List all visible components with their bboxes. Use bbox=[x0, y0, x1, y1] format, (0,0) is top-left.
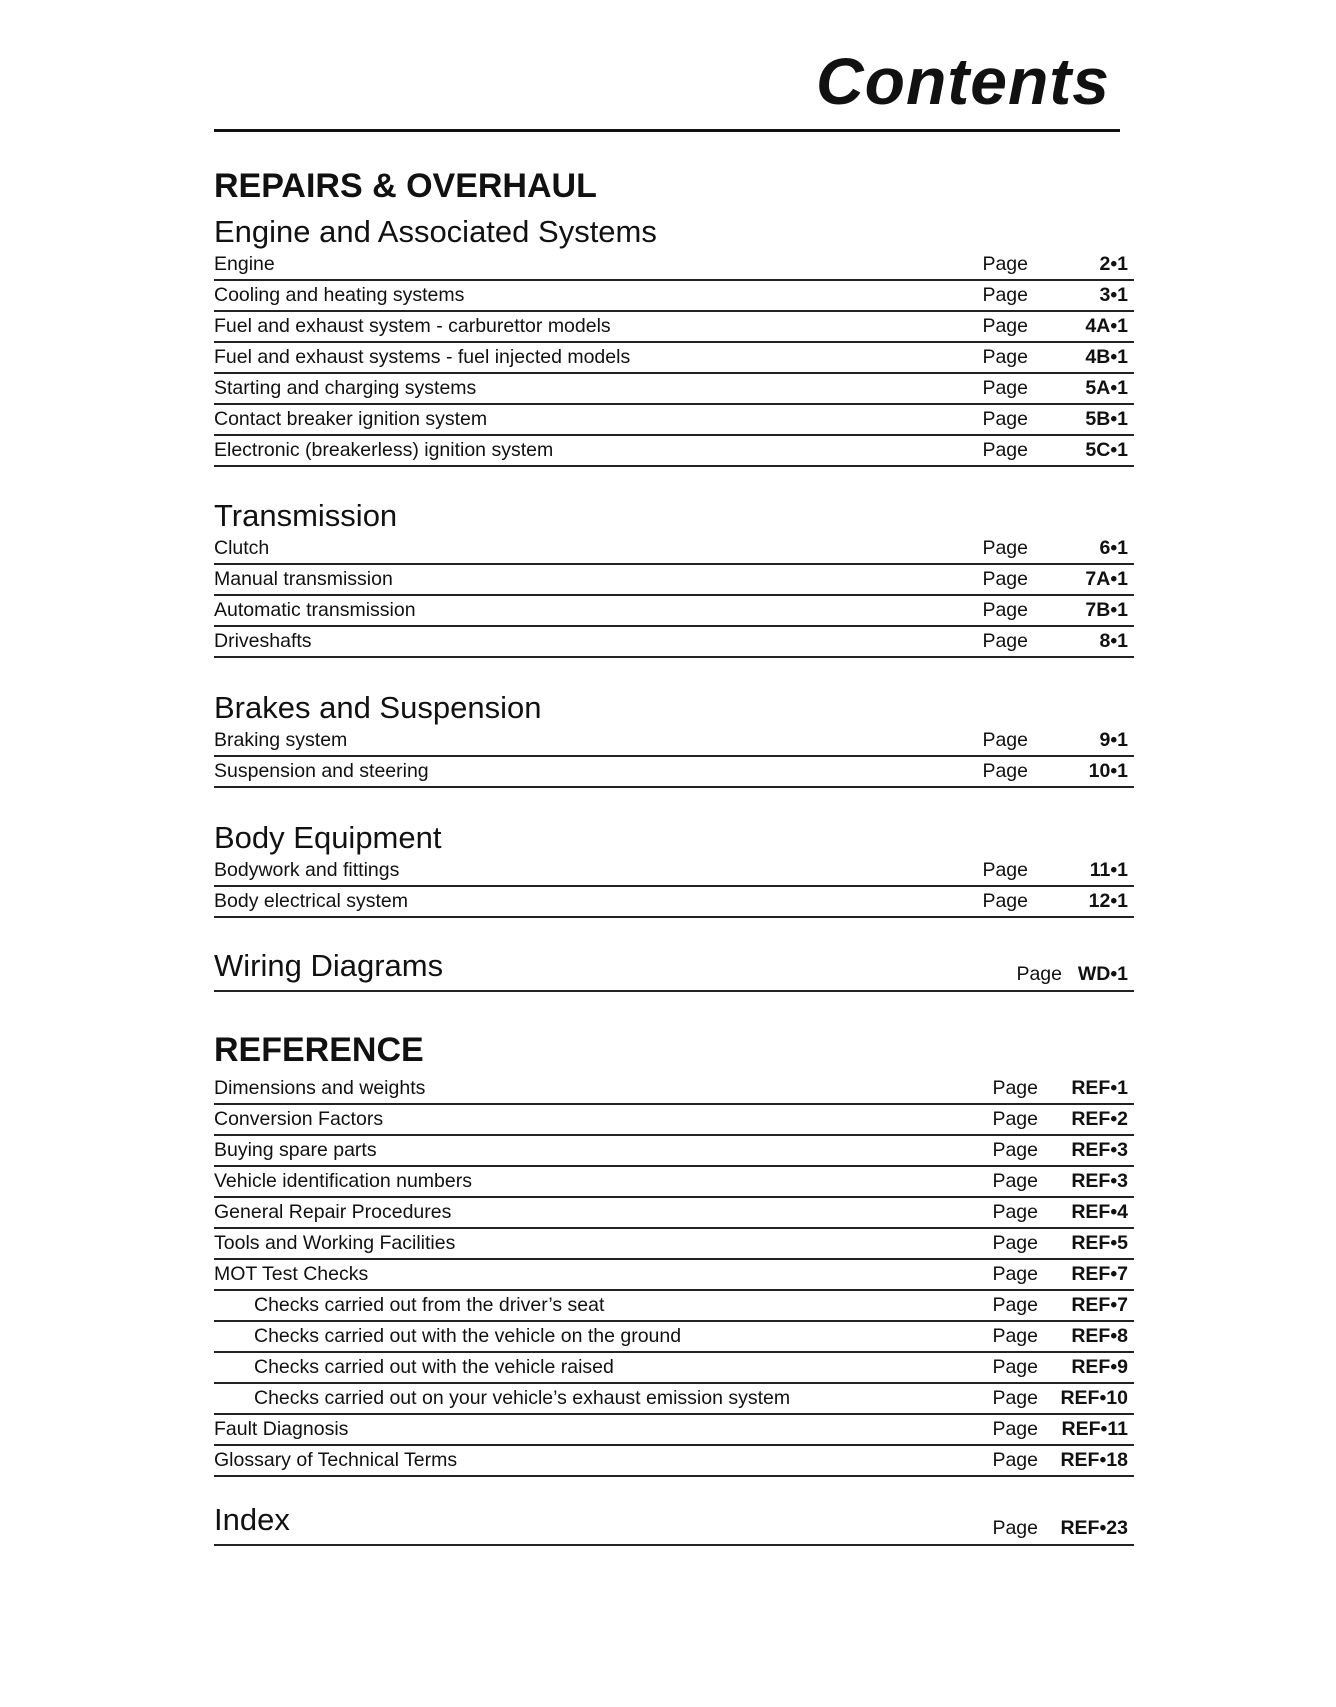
page-number: REF•9 bbox=[1071, 1356, 1128, 1378]
section-title-engine: Engine and Associated Systems bbox=[214, 214, 657, 249]
toc-row[interactable] bbox=[214, 596, 1134, 627]
page-word: Page bbox=[982, 729, 1028, 751]
page-word: Page bbox=[982, 630, 1028, 652]
toc-row-wiring-diagrams[interactable] bbox=[214, 944, 1134, 992]
section-brakes bbox=[214, 690, 1134, 788]
page-number: REF•5 bbox=[1071, 1232, 1128, 1254]
toc-row-index[interactable] bbox=[214, 1498, 1134, 1546]
toc-row[interactable] bbox=[214, 374, 1134, 405]
section-title-body: Body Equipment bbox=[214, 820, 442, 855]
toc-row[interactable] bbox=[214, 565, 1134, 596]
page-number: 5A•1 bbox=[1085, 377, 1128, 399]
toc-row[interactable] bbox=[214, 312, 1134, 343]
toc-list-brakes bbox=[214, 726, 1134, 788]
toc-label: Buying spare parts bbox=[214, 1139, 377, 1161]
toc-label: General Repair Procedures bbox=[214, 1201, 452, 1223]
page-word: Page bbox=[992, 1232, 1038, 1254]
toc-label: Fuel and exhaust system - carburettor models bbox=[214, 315, 611, 337]
reference-heading: REFERENCE bbox=[214, 1031, 424, 1069]
toc-label: Braking system bbox=[214, 729, 348, 751]
page-word: Page bbox=[992, 1418, 1038, 1440]
page-word: Page bbox=[982, 760, 1028, 782]
page-word: Page bbox=[982, 537, 1028, 559]
toc-list-reference bbox=[214, 1074, 1134, 1477]
page-word: Page bbox=[992, 1517, 1038, 1539]
page-word: Page bbox=[982, 439, 1028, 461]
toc-label: Checks carried out with the vehicle on the ground bbox=[254, 1325, 682, 1347]
toc-label: Vehicle identification numbers bbox=[214, 1170, 472, 1192]
page-number: 9•1 bbox=[1099, 729, 1128, 751]
page-number: 12•1 bbox=[1088, 890, 1128, 912]
page-number: 10•1 bbox=[1088, 760, 1128, 782]
toc-row[interactable] bbox=[214, 250, 1134, 281]
page-word: Page bbox=[992, 1077, 1038, 1099]
toc-row[interactable] bbox=[214, 1260, 1134, 1291]
toc-label: Glossary of Technical Terms bbox=[214, 1449, 458, 1471]
page-word: Page bbox=[982, 408, 1028, 430]
page-number: 3•1 bbox=[1099, 284, 1128, 306]
page-number: 8•1 bbox=[1099, 630, 1128, 652]
page-word: Page bbox=[982, 377, 1028, 399]
toc-label: Checks carried out with the vehicle raised bbox=[254, 1356, 614, 1378]
toc-label: Dimensions and weights bbox=[214, 1077, 426, 1099]
section-title-brakes: Brakes and Suspension bbox=[214, 690, 542, 725]
toc-label: Checks carried out on your vehicle’s exhaust emission system bbox=[254, 1387, 791, 1409]
toc-row[interactable] bbox=[214, 436, 1134, 467]
toc-row-sub[interactable] bbox=[214, 1384, 1134, 1415]
toc-label: Checks carried out from the driver’s seat bbox=[254, 1294, 605, 1316]
page-number: WD•1 bbox=[1077, 963, 1128, 985]
section-body bbox=[214, 820, 1134, 918]
toc-row[interactable] bbox=[214, 627, 1134, 658]
page-number: REF•8 bbox=[1071, 1325, 1128, 1347]
toc-row[interactable] bbox=[214, 1446, 1134, 1477]
toc-row[interactable] bbox=[214, 1415, 1134, 1446]
page-number: REF•3 bbox=[1071, 1170, 1128, 1192]
toc-label: Fuel and exhaust systems - fuel injected models bbox=[214, 346, 631, 368]
section-title-wiring: Wiring Diagrams bbox=[214, 948, 444, 983]
page-word: Page bbox=[992, 1263, 1038, 1285]
page-word: Page bbox=[992, 1325, 1038, 1347]
page-word: Page bbox=[992, 1139, 1038, 1161]
toc-row[interactable] bbox=[214, 1229, 1134, 1260]
page-number: REF•10 bbox=[1060, 1387, 1128, 1409]
toc-row[interactable] bbox=[214, 887, 1134, 918]
toc-list-transmission bbox=[214, 534, 1134, 658]
page-word: Page bbox=[992, 1108, 1038, 1130]
title-bar bbox=[214, 45, 1120, 132]
toc-row[interactable] bbox=[214, 281, 1134, 312]
toc-label: Engine bbox=[214, 253, 275, 275]
page-word: Page bbox=[982, 568, 1028, 590]
toc-label: Fault Diagnosis bbox=[214, 1418, 349, 1440]
toc-label: Automatic transmission bbox=[214, 599, 416, 621]
page-word: Page bbox=[992, 1294, 1038, 1316]
page-number: 7A•1 bbox=[1085, 568, 1128, 590]
toc-row[interactable] bbox=[214, 726, 1134, 757]
toc-label: Contact breaker ignition system bbox=[214, 408, 488, 430]
page-number: REF•7 bbox=[1071, 1294, 1128, 1316]
toc-row[interactable] bbox=[214, 1198, 1134, 1229]
page-number: REF•11 bbox=[1061, 1418, 1128, 1440]
toc-label: Body electrical system bbox=[214, 890, 408, 912]
toc-list-engine bbox=[214, 250, 1134, 467]
page-number: 2•1 bbox=[1099, 253, 1128, 275]
toc-label: Electronic (breakerless) ignition system bbox=[214, 439, 554, 461]
page-word: Page bbox=[992, 1387, 1038, 1409]
section-engine bbox=[214, 214, 1134, 467]
toc-label: Conversion Factors bbox=[214, 1108, 384, 1130]
page-word: Page bbox=[982, 253, 1028, 275]
toc-row[interactable] bbox=[214, 1136, 1134, 1167]
page-title: Contents bbox=[816, 44, 1110, 118]
page-word: Page bbox=[982, 859, 1028, 881]
page-word: Page bbox=[992, 1356, 1038, 1378]
section-transmission bbox=[214, 498, 1134, 658]
page-number: 11•1 bbox=[1089, 859, 1128, 881]
toc-row[interactable] bbox=[214, 534, 1134, 565]
page-word: Page bbox=[982, 284, 1028, 306]
toc-row[interactable] bbox=[214, 1167, 1134, 1198]
toc-row[interactable] bbox=[214, 757, 1134, 788]
toc-row[interactable] bbox=[214, 343, 1134, 374]
toc-label: Starting and charging systems bbox=[214, 377, 477, 399]
page-number: REF•18 bbox=[1060, 1449, 1128, 1471]
page-number: 4B•1 bbox=[1085, 346, 1128, 368]
toc-label: Cooling and heating systems bbox=[214, 284, 465, 306]
page-word: Page bbox=[982, 890, 1028, 912]
page-number: REF•1 bbox=[1071, 1077, 1128, 1099]
page-number: 4A•1 bbox=[1085, 315, 1128, 337]
page-number: REF•23 bbox=[1060, 1517, 1128, 1539]
page-number: 7B•1 bbox=[1085, 599, 1128, 621]
toc-row[interactable] bbox=[214, 856, 1134, 887]
page-word: Page bbox=[992, 1449, 1038, 1471]
page-number: 5C•1 bbox=[1085, 439, 1128, 461]
page-word: Page bbox=[982, 315, 1028, 337]
toc-row[interactable] bbox=[214, 1105, 1134, 1136]
page-number: REF•4 bbox=[1071, 1201, 1128, 1223]
toc-row-sub[interactable] bbox=[214, 1322, 1134, 1353]
toc-label: Driveshafts bbox=[214, 630, 312, 652]
toc-row[interactable] bbox=[214, 405, 1134, 436]
page-number: 5B•1 bbox=[1085, 408, 1128, 430]
section-title-index: Index bbox=[214, 1502, 290, 1537]
toc-label: Suspension and steering bbox=[214, 760, 429, 782]
toc-label: Bodywork and fittings bbox=[214, 859, 400, 881]
page-word: Page bbox=[992, 1170, 1038, 1192]
toc-list-body bbox=[214, 856, 1134, 918]
toc-label: Manual transmission bbox=[214, 568, 393, 590]
page-number: REF•7 bbox=[1071, 1263, 1128, 1285]
toc-label: MOT Test Checks bbox=[214, 1263, 369, 1285]
toc-row-sub[interactable] bbox=[214, 1291, 1134, 1322]
toc-row-sub[interactable] bbox=[214, 1353, 1134, 1384]
page-word: Page bbox=[982, 599, 1028, 621]
page-number: REF•3 bbox=[1071, 1139, 1128, 1161]
toc-label: Tools and Working Facilities bbox=[214, 1232, 456, 1254]
repairs-heading: REPAIRS & OVERHAUL bbox=[214, 167, 597, 205]
page-number: 6•1 bbox=[1099, 537, 1128, 559]
page-word: Page bbox=[992, 1201, 1038, 1223]
page-number: REF•2 bbox=[1071, 1108, 1128, 1130]
section-title-transmission: Transmission bbox=[214, 498, 398, 533]
toc-row[interactable] bbox=[214, 1074, 1134, 1105]
toc-label: Clutch bbox=[214, 537, 270, 559]
page-word: Page bbox=[982, 346, 1028, 368]
page-word: Page bbox=[1016, 963, 1062, 985]
section-reference bbox=[214, 1074, 1134, 1477]
